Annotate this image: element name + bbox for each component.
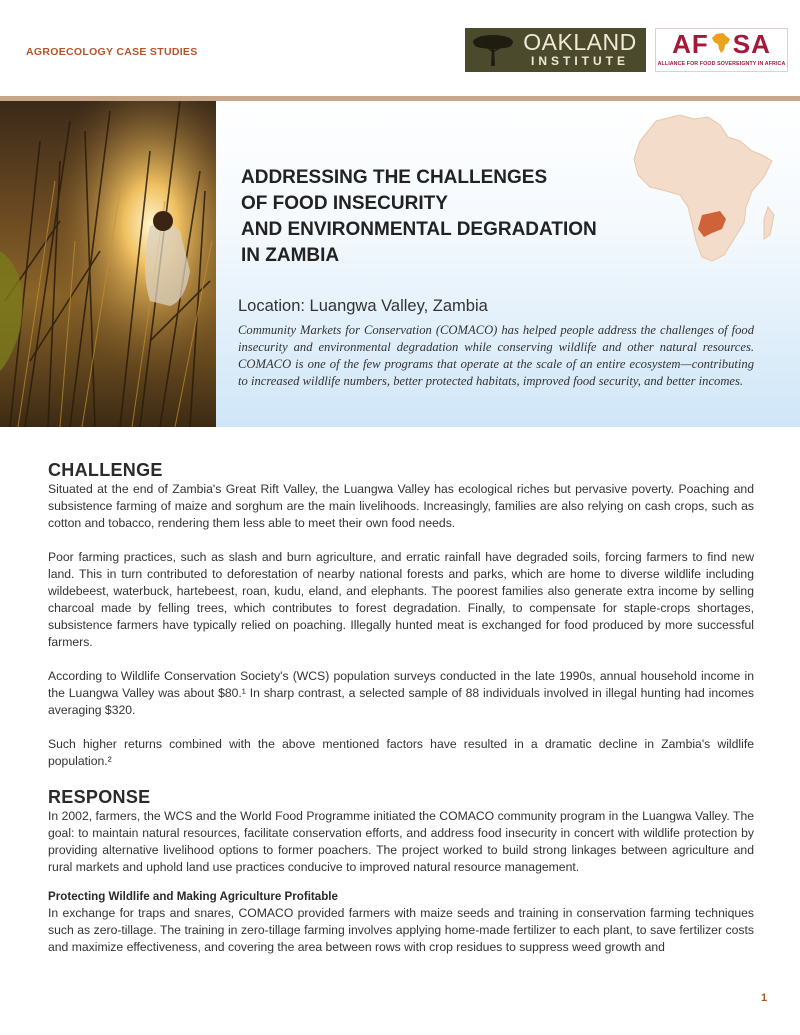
location-line: Location: Luangwa Valley, Zambia xyxy=(238,297,488,315)
page-number: 1 xyxy=(761,992,768,1004)
oakland-name: OAKLAND xyxy=(523,29,637,55)
title-line: OF FOOD INSECURITY xyxy=(241,193,448,214)
afsa-logo xyxy=(655,28,788,72)
challenge-paragraph: Such higher returns combined with the above mentioned factors have resulted in a dramatic decline in Zambia's wildlife population.² xyxy=(48,737,754,768)
farmer-in-field-image xyxy=(0,101,216,427)
field-photo xyxy=(0,101,216,427)
intro-summary: Community Markets for Conservation (COMACO) has helped people address the challenges of food insecurity and environmental degradation while conserving wildlife and other natural resources. COMACO is one of the few programs that operate at the scale of an entire ecosystem—contributing to increased wildlife numbers, better protected habitats, improved food security, and better incomes. xyxy=(238,323,754,388)
oakland-institute-logo xyxy=(465,28,646,72)
page-title xyxy=(241,165,641,269)
title-line: AND ENVIRONMENTAL DEGRADATION xyxy=(241,219,597,240)
challenge-paragraph: Situated at the end of Zambia's Great Rift Valley, the Luangwa Valley has ecological riches but pervasive poverty. Poaching and subsistence farming of maize and sorghum are the main livelihoods. Increasingly, families are also relying on cash crops, such as cotton and tobacco, rendering them less able to meet their own food needs. xyxy=(48,482,754,530)
response-subparagraph: In exchange for traps and snares, COMACO provided farmers with maize seeds and training in conservation farming techniques such as zero-tillage. The training in zero-tillage farming involves applying home-made fertilizer to each plant, to save fertilizer costs and maximize effectiveness, and covering the area between rows with crop residues to suppress weed growth and xyxy=(48,906,754,954)
challenge-paragraph: According to Wildlife Conservation Society's (WCS) population surveys conducted in the late 1990s, annual household income in the Luangwa Valley was about $80.¹ In sharp contrast, a selected sample of 88 individuals involved in illegal hunting had incomes averaging $320. xyxy=(48,669,754,717)
title-line: ADDRESSING THE CHALLENGES xyxy=(241,167,548,188)
response-heading: RESPONSE xyxy=(48,787,151,807)
response-subheading: Protecting Wildlife and Making Agriculture Profitable xyxy=(48,890,338,903)
title-line: IN ZAMBIA xyxy=(241,245,340,266)
afsa-wordmark xyxy=(656,29,787,60)
afsa-tagline: ALLIANCE FOR FOOD SOVEREIGNTY IN AFRICA xyxy=(657,61,786,67)
challenge-heading: CHALLENGE xyxy=(48,460,163,480)
tree-icon xyxy=(471,32,515,68)
africa-icon xyxy=(709,31,733,55)
hero-banner xyxy=(0,101,800,427)
afsa-left: AF xyxy=(672,29,709,59)
response-paragraph: In 2002, farmers, the WCS and the World Food Programme initiated the COMACO community program in the Luangwa Valley. The goal: to maintain natural resources, facilitate conservation efforts, and address food insecurity in concert with wildlife protection by providing alternative livelihood options to former poachers. The project worked to build strong linkages between agriculture and rural markets and uphold land use practices conducive to improved natural resource management. xyxy=(48,809,754,874)
challenge-paragraph: Poor farming practices, such as slash and burn agriculture, and erratic rainfall have degraded soils, forcing farmers to find new land. This in turn contributed to deforestation of nearby national forests and parks, which are home to diverse wildlife including wildebeest, waterbuck, hartebeest, roan, kudu, eland, and elephants. The poorest families also generate extra income by selling charcoal made by felling trees, which contributes to forest degradation. Finally, to compensate for staple-crops shortages, subsistence farmers have typically relied on poaching. Illegally hunted meat is exchanged for food produced by more successful farmers. xyxy=(48,550,754,649)
series-label: AGROECOLOGY CASE STUDIES xyxy=(26,46,198,58)
oakland-sub: INSTITUTE xyxy=(531,54,629,68)
afsa-right: SA xyxy=(732,29,771,59)
africa-map-icon xyxy=(628,111,778,271)
article-body xyxy=(48,459,754,956)
